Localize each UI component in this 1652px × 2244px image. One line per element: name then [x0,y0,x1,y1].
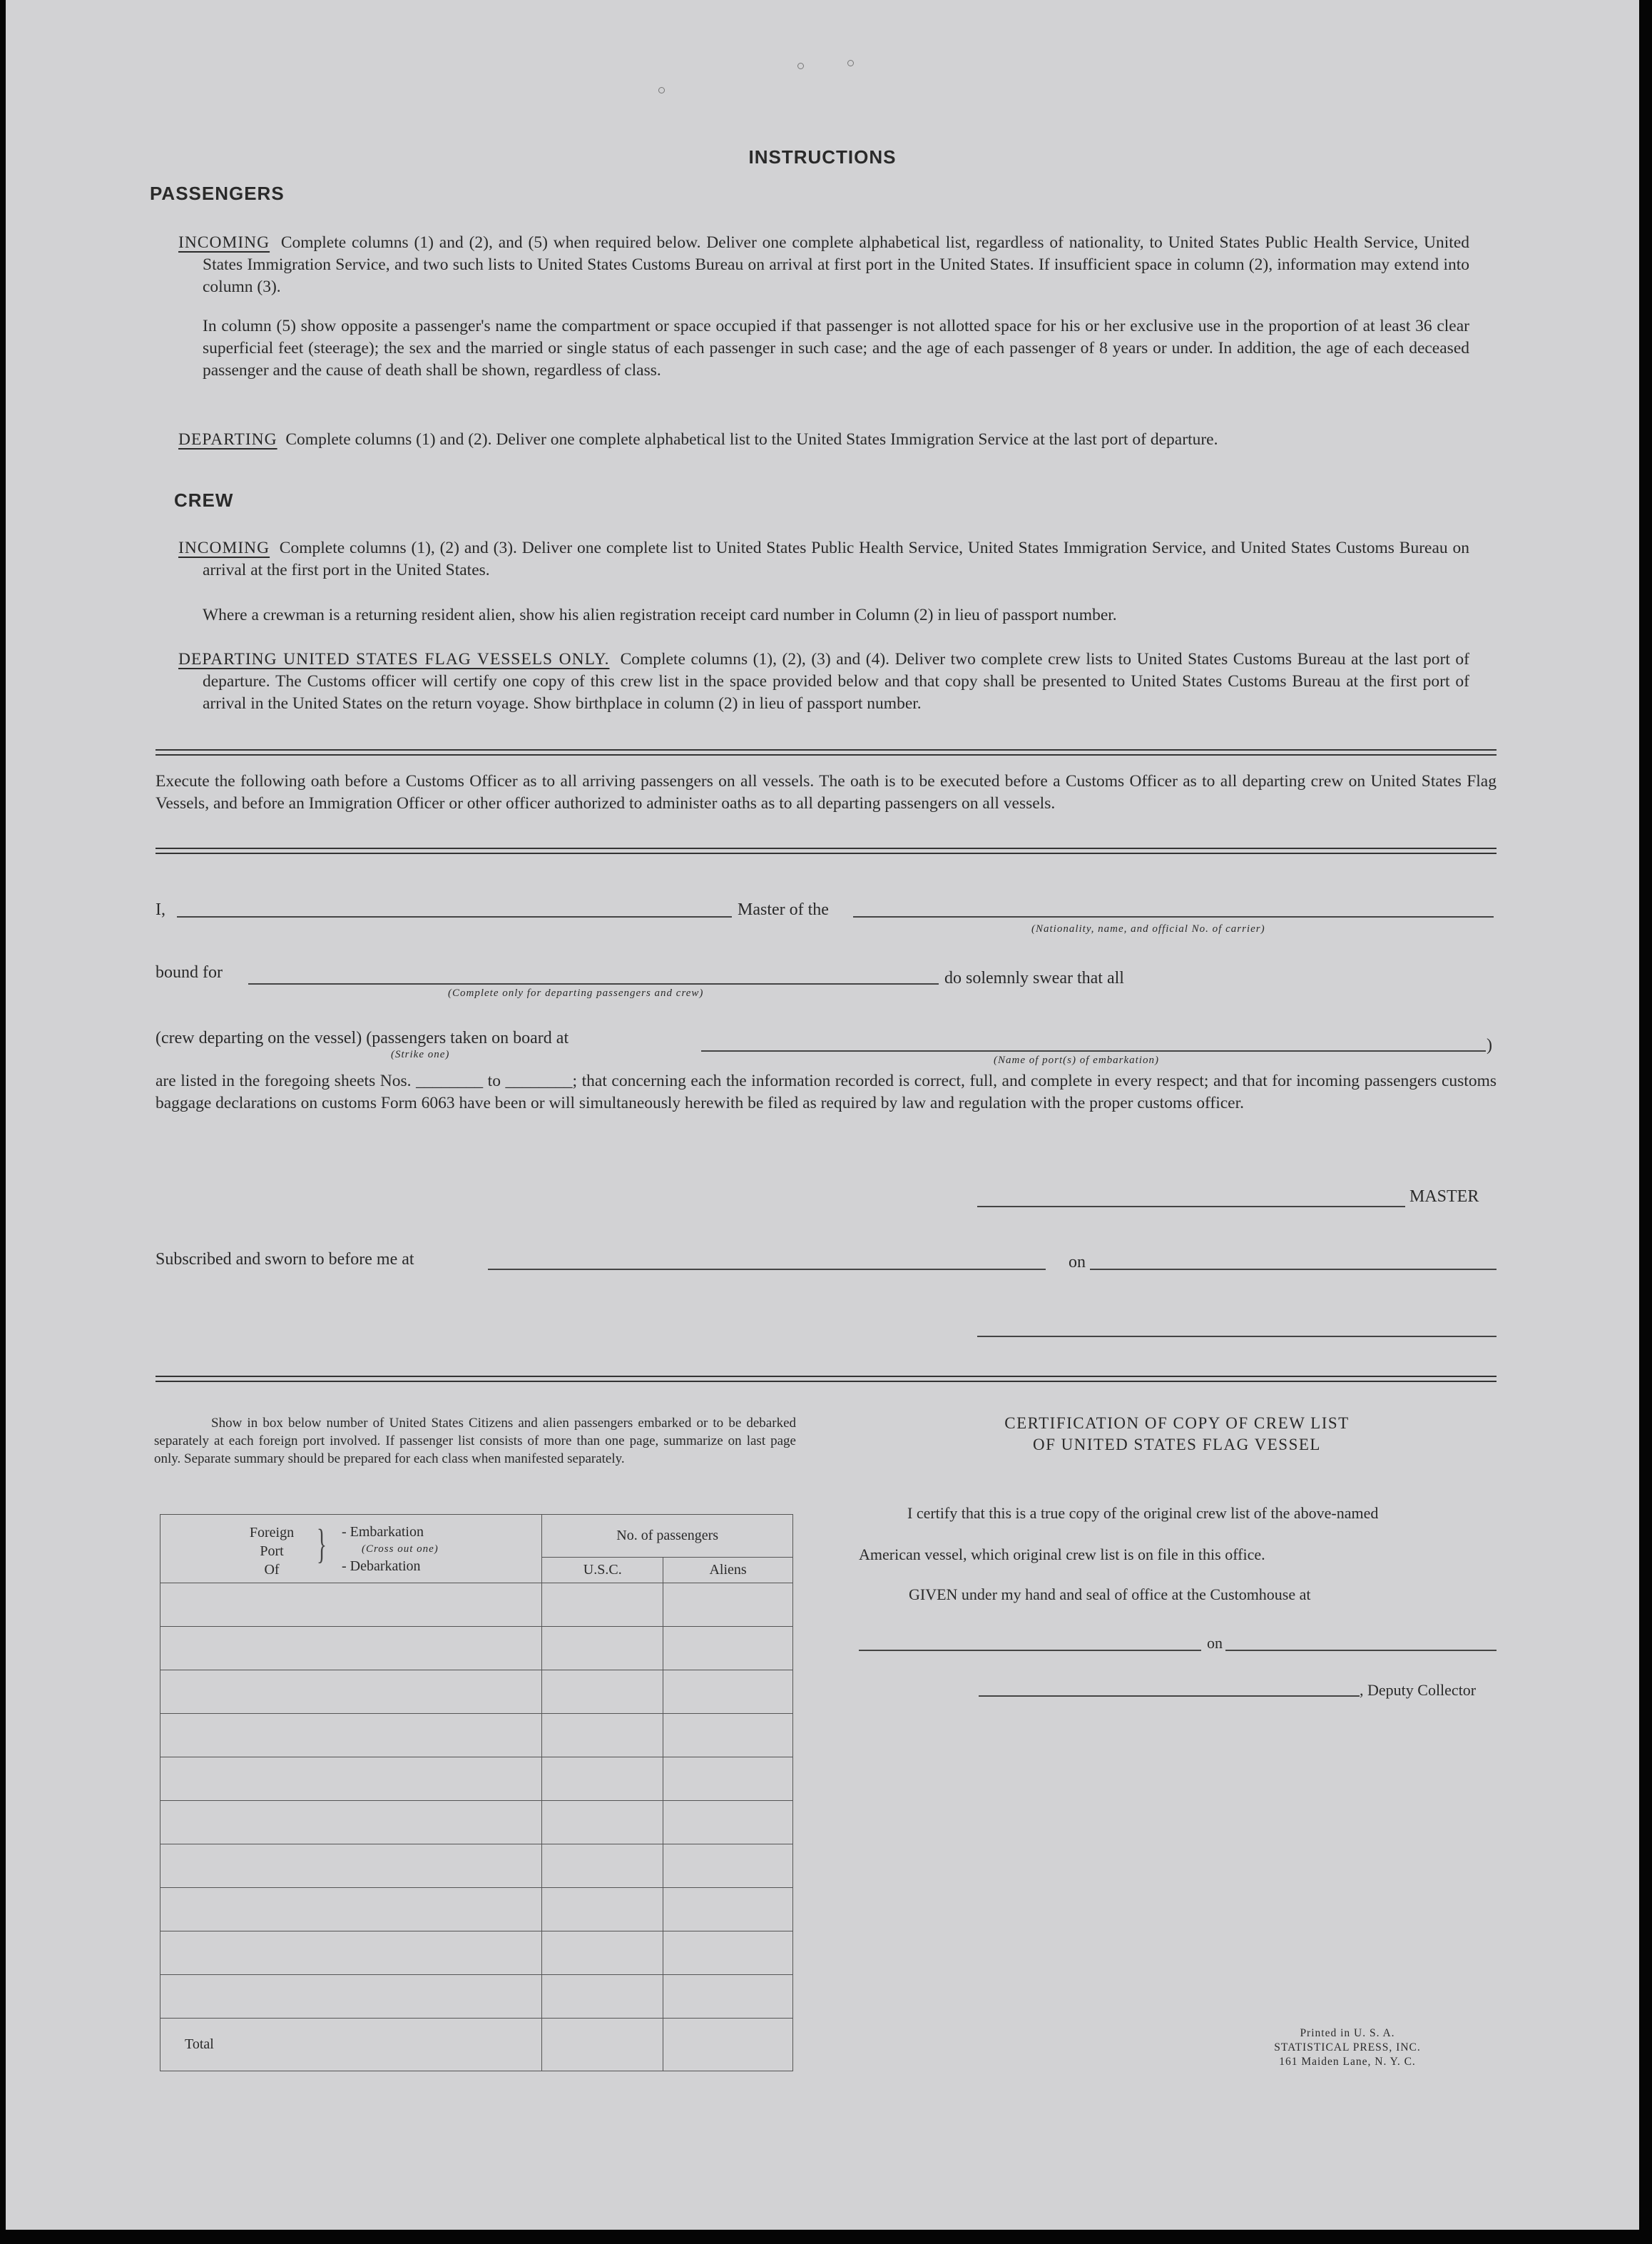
cross-out-label: (Cross out one) [362,1543,439,1555]
printer-imprint [1258,2026,1437,2069]
aliens-cell[interactable] [663,1844,793,1888]
passengers-column5-paragraph: In column (5) show opposite a passenger's name the compartment or space occupied if that passenger is not allotted space for his or her exclusive use in the proportion of at least 36 clear superficial feet (steerage); the sex and the married or single status of each passenger in such case; and the age of each passenger of 8 years or under. In addition, the age of each deceased passenger and the cause of death shall be shown, regardless of class. [203,317,1469,380]
passengers-departing-paragraph [178,429,1469,451]
strike-one-caption: (Strike one) [391,1049,450,1060]
no-of-passengers-header: No. of passengers [542,1515,793,1558]
port-cell[interactable] [160,1888,542,1931]
paper-speck [847,60,854,66]
certification-title-line2: OF UNITED STATES FLAG VESSEL [1033,1436,1321,1453]
aliens-cell[interactable] [663,1975,793,2019]
passengers-departing-label: DEPARTING [178,430,277,449]
sworn-date-field[interactable] [1090,1269,1497,1270]
port-cell[interactable] [160,1931,542,1975]
passengers-incoming-paragraph [178,232,1469,298]
aliens-cell[interactable] [663,1888,793,1931]
embarkation-port-field[interactable] [701,1050,1486,1052]
master-of-label: Master of the [738,900,829,919]
aliens-header: Aliens [663,1558,793,1583]
embarkation-label: - Embarkation [342,1524,424,1540]
certification-date-field[interactable] [1225,1650,1497,1651]
section-divider [155,749,1497,756]
usc-cell[interactable] [542,1583,663,1627]
aliens-total-cell[interactable] [663,2019,793,2071]
total-label: Total [160,2019,542,2071]
port-cell[interactable] [160,1627,542,1670]
crew-departing-paragraph [178,649,1469,715]
officer-signature-field[interactable] [977,1336,1497,1337]
deputy-collector-label: , Deputy Collector [1360,1681,1477,1699]
master-signature-field[interactable] [977,1206,1405,1207]
sworn-place-field[interactable] [488,1269,1046,1270]
swear-label: do solemnly swear that all [944,969,1124,988]
certify-line2: American vessel, which original crew list is on file in this office. [859,1545,1265,1563]
port-cell[interactable] [160,1757,542,1801]
usc-cell[interactable] [542,1627,663,1670]
passengers-incoming-label: INCOMING [178,233,270,252]
certification-title [863,1413,1491,1456]
bound-for-field[interactable] [248,983,939,985]
crew-departing-label: (crew departing on the vessel) (passengers taken on board at [155,1029,569,1047]
master-label: MASTER [1409,1187,1479,1206]
printer-line2: STATISTICAL PRESS, INC. [1274,2041,1421,2053]
section-divider [155,1376,1497,1382]
aliens-cell[interactable] [663,1627,793,1670]
paper-speck [658,87,665,93]
passenger-summary-table [160,1514,793,2071]
printer-line1: Printed in U. S. A. [1300,2027,1395,2039]
usc-cell[interactable] [542,1670,663,1714]
aliens-cell[interactable] [663,1670,793,1714]
bound-for-label: bound for [155,963,223,982]
usc-header: U.S.C. [542,1558,663,1583]
page-title: INSTRUCTIONS [748,146,897,168]
carrier-field[interactable] [853,916,1494,918]
aliens-cell[interactable] [663,1801,793,1844]
carrier-caption: (Nationality, name, and official No. of carrier) [1031,923,1265,935]
oath-instruction: Execute the following oath before a Customs Officer as to all arriving passengers on all vessels. The oath is to be executed before a Customs Officer as to all departing crew on United States Flag Vessels, and before an Immigration Officer or other officer authorized to administer oaths as to all departing passengers on all vessels. [155,772,1497,813]
usc-cell[interactable] [542,1714,663,1757]
usc-total-cell[interactable] [542,2019,663,2071]
crew-departing-label: DEPARTING UNITED STATES FLAG VESSELS ONLY. [178,650,610,669]
passengers-incoming-text: Complete columns (1) and (2), and (5) when required below. Deliver one complete alphabetical list, regardless of nationality, to United States Public Health Service, United States Immigration Service, and two such lists to United States Customs Bureau on arrival at first port in the United States. If insufficient space in column (2), information may extend into column (3). [203,233,1469,296]
port-label: Port [260,1543,284,1559]
port-cell[interactable] [160,1844,542,1888]
bound-for-caption: (Complete only for departing passengers and crew) [448,988,704,999]
port-cell[interactable] [160,1583,542,1627]
crew-departing-text: Complete columns (1), (2), (3) and (4). Deliver two complete crew lists to United States Customs Bureau at the last port of departure. The Customs officer will certify one copy of this crew list in the space provided below and that copy shall be presented to United States Customs Bureau at the first port of arrival in the United States on the return voyage. Show birthplace in column (2) in lieu of passport number. [203,650,1469,713]
port-cell[interactable] [160,1670,542,1714]
crew-heading: CREW [174,489,234,511]
debarkation-label: - Debarkation [342,1558,421,1574]
passengers-heading: PASSENGERS [150,183,285,204]
usc-cell[interactable] [542,1975,663,2019]
aliens-cell[interactable] [663,1583,793,1627]
aliens-cell[interactable] [663,1757,793,1801]
oath-listed-text: are listed in the foregoing sheets Nos. ________ to ________; that concerning each the information recorded is correct, full, and complete in every respect; and that for incoming passengers customs baggage declarations on customs Form 6063 have been or will simultaneously herewith be filed as required by law and regulation with the proper customs officer. [155,1072,1497,1112]
customhouse-field[interactable] [859,1650,1201,1651]
usc-cell[interactable] [542,1844,663,1888]
deputy-signature-field[interactable] [979,1695,1360,1697]
crew-incoming-label: INCOMING [178,539,270,557]
certification-title-line1: CERTIFICATION OF COPY OF CREW LIST [1004,1414,1350,1432]
port-cell[interactable] [160,1801,542,1844]
crew-incoming-text: Complete columns (1), (2) and (3). Deliver one complete list to United States Public Health Service, United States Immigration Service, and United States Customs Bureau on arrival at the first port in the United States. [203,539,1469,579]
subscribed-label: Subscribed and sworn to before me at [155,1250,414,1269]
foreign-port-header [160,1515,542,1583]
oath-i-label: I, [155,900,165,919]
form-page [6,0,1639,2230]
master-name-field[interactable] [177,916,732,918]
embarkation-port-caption: (Name of port(s) of embarkation) [994,1055,1159,1066]
sworn-on-label: on [1069,1253,1086,1271]
usc-cell[interactable] [542,1931,663,1975]
given-text: GIVEN under my hand and seal of office at the Customhouse at [909,1585,1311,1603]
certification-on-label: on [1207,1634,1223,1652]
of-label: Of [264,1562,280,1578]
passengers-departing-text: Complete columns (1) and (2). Deliver one complete alphabetical list to the United States Immigration Service at the last port of departure. [285,430,1218,449]
close-paren: ) [1487,1036,1492,1055]
port-cell[interactable] [160,1714,542,1757]
crew-incoming-paragraph [178,537,1469,582]
aliens-cell[interactable] [663,1931,793,1975]
summary-instruction: Show in box below number of United States Citizens and alien passengers embarked or to be debarked separately at each foreign port involved. If passenger list consists of more than one page, summarize on last page only. Separate summary should be prepared for each class when manifested separately. [154,1416,796,1466]
section-divider [155,848,1497,854]
aliens-cell[interactable] [663,1714,793,1757]
foreign-label: Foreign [249,1525,295,1540]
crew-resident-paragraph: Where a crewman is a returning resident alien, show his alien registration receipt card number in Column (2) in lieu of passport number. [203,606,1117,624]
certify-line1: I certify that this is a true copy of the original crew list of the above-named [907,1504,1379,1522]
usc-cell[interactable] [542,1801,663,1844]
paper-speck [797,63,804,69]
printer-line3: 161 Maiden Lane, N. Y. C. [1279,2056,1416,2068]
brace-symbol: } [316,1520,327,1567]
usc-cell[interactable] [542,1888,663,1931]
usc-cell[interactable] [542,1757,663,1801]
port-cell[interactable] [160,1975,542,2019]
